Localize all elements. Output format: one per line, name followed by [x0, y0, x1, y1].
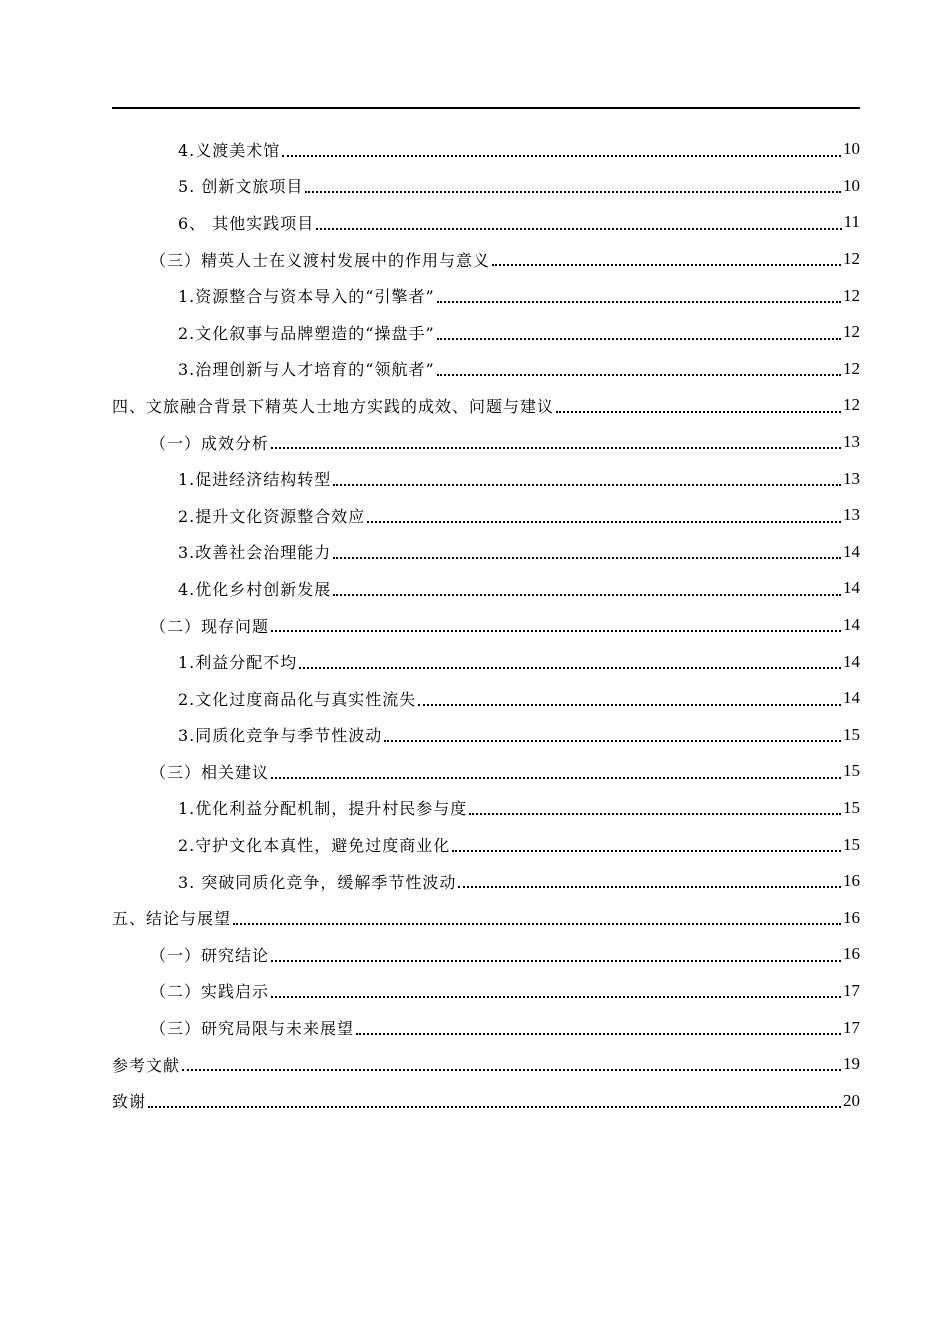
- toc-entry[interactable]: [112, 387, 860, 424]
- toc-entry-page-number: 12: [843, 395, 860, 415]
- toc-entry-title: 5. 创新文旅项目: [178, 177, 304, 197]
- dot-leader: [367, 521, 841, 523]
- toc-entry-title: （二）实践启示: [150, 982, 270, 1002]
- toc-entry-page-number: 12: [843, 285, 860, 305]
- toc-entry-page-number: 10: [843, 175, 860, 195]
- toc-entry-title: （三）研究局限与未来展望: [150, 1019, 355, 1039]
- toc-entry-page-number: 16: [843, 871, 860, 891]
- toc-entry[interactable]: [112, 936, 860, 973]
- dot-leader: [271, 777, 841, 779]
- toc-entry-title: 1.优化利益分配机制，提升村民参与度: [178, 799, 468, 819]
- toc-entry[interactable]: [112, 424, 860, 461]
- toc-entry-title: 2.守护文化本真性，避免过度商业化: [178, 836, 451, 856]
- toc-entry[interactable]: [112, 607, 860, 644]
- toc-entry[interactable]: [112, 826, 860, 863]
- toc-entry-title: （二）现存问题: [150, 616, 270, 636]
- toc-entry[interactable]: [112, 643, 860, 680]
- dot-leader: [271, 960, 841, 962]
- toc-entry-page-number: 13: [843, 468, 860, 488]
- dot-leader: [384, 740, 841, 742]
- toc-entry-title: 致谢: [112, 1092, 147, 1112]
- dot-leader: [356, 1033, 841, 1035]
- toc-entry-title: 参考文献: [112, 1055, 181, 1075]
- toc-entry[interactable]: [112, 131, 860, 168]
- toc-entry[interactable]: [112, 899, 860, 936]
- toc-entry-page-number: 10: [843, 139, 860, 159]
- dot-leader: [437, 374, 841, 376]
- dot-leader: [437, 301, 841, 303]
- dot-leader: [469, 813, 841, 815]
- dot-leader: [148, 1106, 841, 1108]
- toc-entry[interactable]: [112, 1082, 860, 1119]
- toc-entry-title: （一）研究结论: [150, 945, 270, 965]
- toc-entry-page-number: 15: [843, 724, 860, 744]
- toc-entry-page-number: 15: [843, 834, 860, 854]
- dot-leader: [282, 155, 841, 157]
- dot-leader: [299, 667, 841, 669]
- toc-entry-title: 五、结论与展望: [112, 909, 232, 929]
- toc-entry-title: 1.利益分配不均: [178, 653, 298, 673]
- toc-entry[interactable]: [112, 973, 860, 1010]
- toc-entry-title: 3.同质化竞争与季节性波动: [178, 726, 383, 746]
- dot-leader: [333, 557, 841, 559]
- toc-entry[interactable]: [112, 570, 860, 607]
- dot-leader: [233, 923, 841, 925]
- toc-entry[interactable]: [112, 717, 860, 754]
- toc-entry-title: 四、文旅融合背景下精英人士地方实践的成效、问题与建议: [112, 396, 555, 416]
- dot-leader: [305, 191, 841, 193]
- dot-leader: [458, 886, 841, 888]
- dot-leader: [437, 338, 841, 340]
- toc-entry-page-number: 12: [843, 358, 860, 378]
- toc-entry-page-number: 11: [843, 212, 860, 232]
- toc-entry-title: （一）成效分析: [150, 433, 270, 453]
- toc-entry-page-number: 13: [843, 432, 860, 452]
- dot-leader: [333, 484, 841, 486]
- toc-entry[interactable]: [112, 680, 860, 717]
- toc-entry-page-number: 14: [843, 651, 860, 671]
- toc-entry[interactable]: [112, 277, 860, 314]
- toc-entry-title: 2.文化过度商品化与真实性流失: [178, 689, 417, 709]
- toc-entry-title: 1.促进经济结构转型: [178, 470, 332, 490]
- header-rule: [112, 107, 860, 109]
- toc-entry[interactable]: [112, 314, 860, 351]
- toc-entry[interactable]: [112, 1009, 860, 1046]
- toc-entry[interactable]: [112, 351, 860, 388]
- toc-entry-title: （三）精英人士在义渡村发展中的作用与意义: [150, 250, 491, 270]
- toc-entry-page-number: 15: [843, 761, 860, 781]
- toc-entry-title: 3. 突破同质化竞争，缓解季节性波动: [178, 872, 457, 892]
- dot-leader: [418, 704, 841, 706]
- toc-entry-page-number: 12: [843, 322, 860, 342]
- toc-entry-page-number: 17: [843, 1017, 860, 1037]
- toc-entry[interactable]: [112, 534, 860, 571]
- toc-entry-page-number: 14: [843, 541, 860, 561]
- dot-leader: [333, 594, 841, 596]
- toc-entry-page-number: 16: [843, 944, 860, 964]
- toc-entry[interactable]: [112, 204, 860, 241]
- toc-entry-page-number: 16: [843, 907, 860, 927]
- toc-entry-page-number: 20: [843, 1090, 860, 1110]
- dot-leader: [316, 228, 841, 230]
- dot-leader: [271, 447, 841, 449]
- toc-entry-title: 3.改善社会治理能力: [178, 543, 332, 563]
- toc-entry-page-number: 19: [843, 1054, 860, 1074]
- toc-entry[interactable]: [112, 241, 860, 278]
- dot-leader: [556, 411, 841, 413]
- toc-entry-title: 4.义渡美术馆: [178, 140, 281, 160]
- dot-leader: [182, 1069, 841, 1071]
- toc-entry-title: 2.文化叙事与品牌塑造的“操盘手”: [178, 323, 435, 343]
- toc-entry-title: 2.提升文化资源整合效应: [178, 506, 366, 526]
- toc-entry-title: 1.资源整合与资本导入的“引擎者”: [178, 287, 435, 307]
- toc-entry-page-number: 14: [843, 688, 860, 708]
- toc-entry[interactable]: [112, 790, 860, 827]
- table-of-contents: [112, 131, 860, 1119]
- toc-entry[interactable]: [112, 863, 860, 900]
- dot-leader: [271, 996, 841, 998]
- toc-entry-title: （三）相关建议: [150, 762, 270, 782]
- dot-leader: [492, 264, 841, 266]
- toc-entry[interactable]: [112, 1046, 860, 1083]
- toc-entry-page-number: 15: [843, 797, 860, 817]
- toc-entry[interactable]: [112, 168, 860, 205]
- toc-entry-title: 4.优化乡村创新发展: [178, 579, 332, 599]
- toc-entry-page-number: 14: [843, 578, 860, 598]
- toc-entry-title: 3.治理创新与人才培育的“领航者”: [178, 360, 435, 380]
- toc-entry-title: 6、 其他实践项目: [178, 213, 315, 233]
- dot-leader: [452, 850, 841, 852]
- toc-entry-page-number: 12: [843, 249, 860, 269]
- toc-entry[interactable]: [112, 460, 860, 497]
- toc-entry-page-number: 14: [843, 615, 860, 635]
- toc-entry[interactable]: [112, 497, 860, 534]
- toc-entry-page-number: 17: [843, 980, 860, 1000]
- dot-leader: [271, 630, 841, 632]
- toc-entry-page-number: 13: [843, 505, 860, 525]
- toc-entry[interactable]: [112, 753, 860, 790]
